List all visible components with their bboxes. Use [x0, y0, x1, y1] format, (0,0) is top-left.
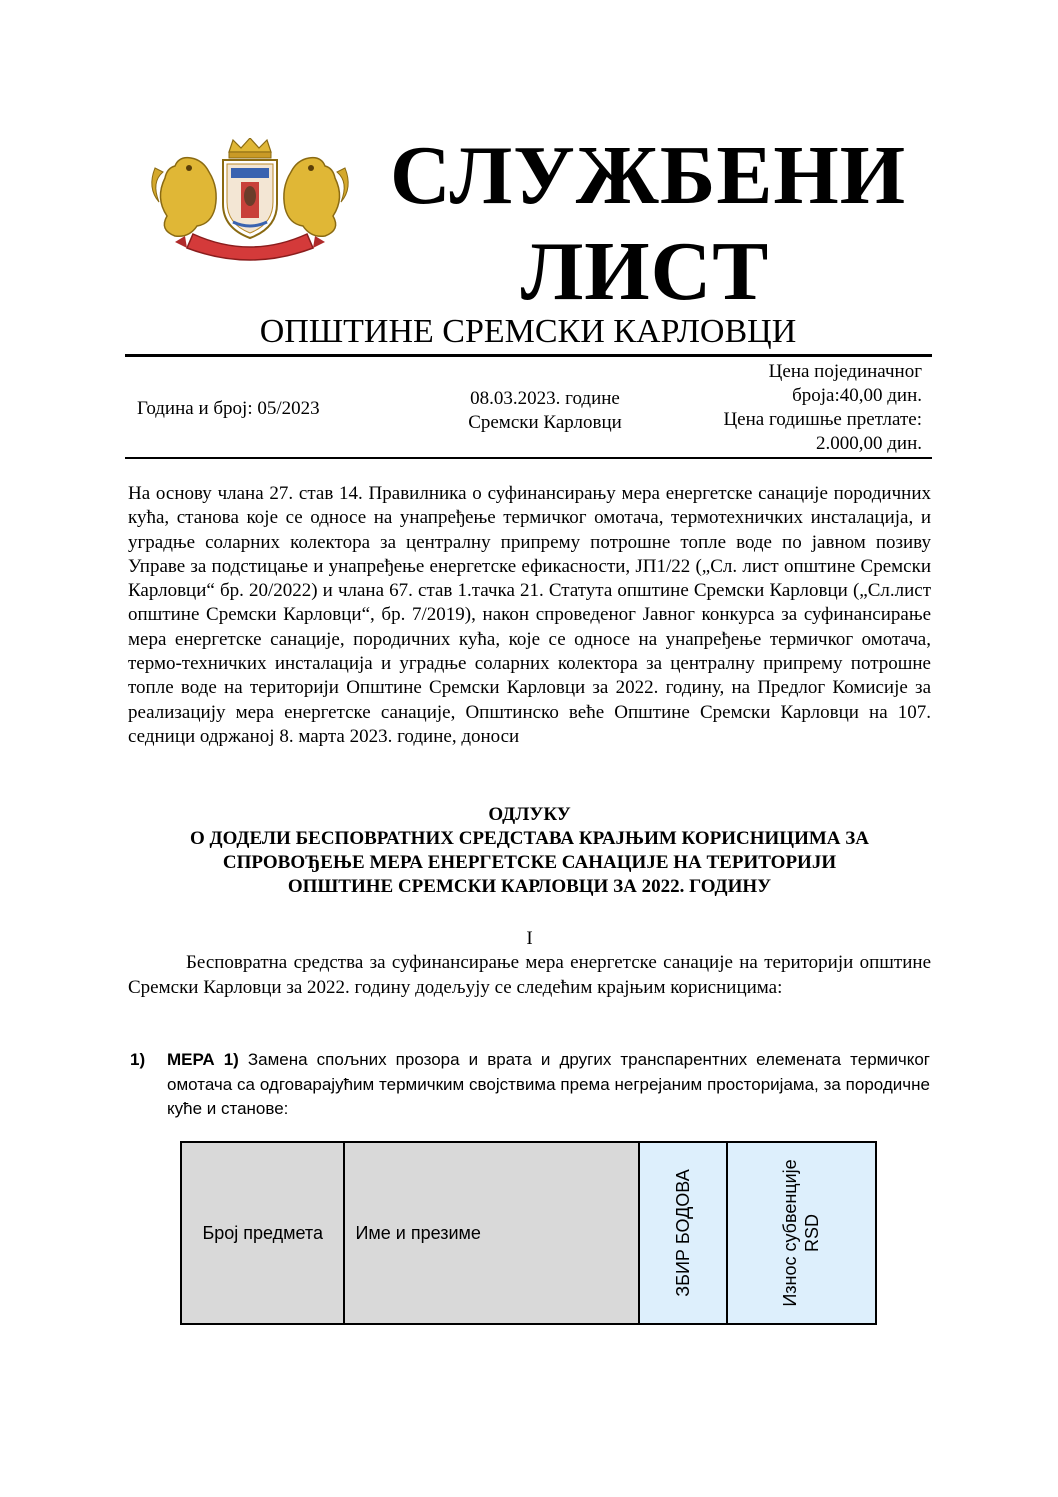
col-amount: [727, 1142, 876, 1324]
measure-item: [130, 1048, 930, 1122]
price-single-line1: Цена појединачног: [768, 361, 922, 382]
measure-text: Замена спољних прозора и врата и других транспарентних елемената термичког омотача са одговарајућим термичким својствима према негрејаним просторијама, за породичне куће и станове:: [167, 1050, 930, 1118]
decision-title-line4: ОПШТИНЕ СРЕМСКИ КАРЛОВЦИ ЗА 2022. ГОДИНУ: [287, 876, 772, 897]
section-numeral: I: [526, 928, 533, 949]
col-amount-line1: Износ субвенције: [780, 1159, 801, 1307]
masthead-subtitle: ОПШТИНЕ СРЕМСКИ КАРЛОВЦИ: [259, 313, 797, 350]
col-name: Име и презиме: [344, 1142, 639, 1324]
header-rule-bottom: [125, 457, 932, 459]
decision-title-line3: СПРОВОЂЕЊЕ МЕРА ЕНЕРГЕТСКЕ САНАЦИЈЕ НА ТЕРИТОРИЈИ: [222, 852, 837, 873]
beneficiaries-table: [180, 1141, 877, 1325]
masthead-title-line1: СЛУЖБЕНИ: [390, 129, 907, 222]
issue-date-place: [440, 387, 650, 435]
table-header-row: [181, 1142, 876, 1324]
masthead-title-line2: ЛИСТ: [520, 225, 770, 318]
col-case-number: Број предмета: [181, 1142, 344, 1324]
col-amount-label: [779, 1159, 823, 1306]
measure-lead: МЕРА 1): [167, 1050, 239, 1069]
issue-place: Сремски Карловци: [468, 412, 622, 433]
price-annual-line1: Цена годишње претлате:: [723, 409, 922, 430]
intro-paragraph: На основу члана 27. став 14. Правилника о суфинансирању мера енергетске санације породичних кућа, станова које се односе на унапређење термичког омотача, термотехничких инсталација, и уградње соларних колектора за централну припрему потрошне топле воде по јавном позиву Управе за подстицање и унапређење енергетске ефикасности, ЈП1/22 („Сл. лист општине Сремски Карловци“ бр. 20/2022) и члана 67. став 1.тачка 21. Статута општине Сремски Карловци („Сл.лист општине Сремски Карловци“, бр. 7/2019), након спроведеног Јавног конкурса за суфинансирање мера енергетске санације, породичних кућа, које се односе на унапређење термичког омотача, термо-техничких инсталација и уградње соларних колектора за централну припрему потрошне топле воде на територији Општине Сремски Карловци за 2022. годину, на Предлог Комисије за реализацију мера енергетске санације, Општинско веће Општине Сремски Карловци на 107. седници одржаној 8. марта 2023. године, доноси: [128, 483, 931, 747]
measure-number: 1): [130, 1050, 146, 1069]
header-rule-top: [125, 354, 932, 357]
price-single-line2: броја:40,00 дин.: [792, 385, 922, 406]
col-amount-line2: RSD: [802, 1214, 823, 1253]
decision-title-line1: ОДЛУКУ: [488, 804, 571, 825]
decision-title: [128, 803, 931, 899]
decision-title-line2: О ДОДЕЛИ БЕСПОВРАТНИХ СРЕДСТАВА КРАЈЊИМ КОРИСНИЦИМА ЗА: [189, 828, 870, 849]
col-points: [639, 1142, 726, 1324]
issue-prices: [660, 360, 922, 456]
measure-body: [167, 1048, 930, 1122]
col-points-label: ЗБИР БОДОВА: [673, 1169, 694, 1297]
price-annual-line2: 2.000,00 дин.: [815, 433, 922, 454]
issue-date: 08.03.2023. године: [470, 388, 620, 409]
section-paragraph: Бесповратна средства за суфинансирање мера енергетске санације на територији општине Сремски Карловци за 2022. годину додељују се следећим крајњим корисницима:: [128, 952, 931, 998]
coat-of-arms-icon: [145, 138, 355, 268]
issue-year-number: Година и број: 05/2023: [137, 398, 320, 419]
